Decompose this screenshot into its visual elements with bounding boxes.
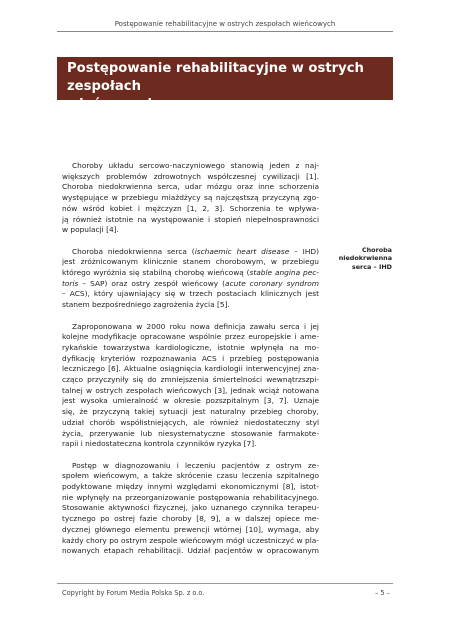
margin-note-line-1: Choroba (361, 246, 392, 254)
text-line: dycznej głównego elementu prewencji wtórnej [10], wymaga, aby (62, 524, 319, 534)
body-text-column (62, 161, 319, 568)
copyright-notice: Copyright by Forum Media Polska Sp. z o.o. (62, 589, 205, 597)
running-header: Postępowanie rehabilitacyjne w ostrych zespołach wieńcowych (114, 20, 336, 28)
text-line: cząco przyczyniły się do zmniejszenia śmiertelności wewnątrzszpi- (62, 375, 319, 385)
chapter-title (67, 60, 385, 114)
text-line: Choroby układu sercowo-naczyniowego stanowią jeden z naj- (72, 161, 319, 170)
footer-divider (57, 583, 393, 584)
text-line: życia, przerywanie lub niesystematyczne stosowanie farmakote- (62, 428, 319, 438)
text-line: którego wyróżnia się stabilną chorobę wieńcową (stable angina pec- (62, 268, 319, 278)
text-line: dyfikację kryteriów rozpoznawania ACS i przebieg postępowania (62, 353, 319, 363)
text-line: się, że przyczyną takiej sytuacji jest naturalny przebieg choroby, (62, 407, 319, 417)
text-line: kolejne modyfikacje opracowane wspólnie przez europejskie i ame- (62, 332, 319, 342)
text-line: większych problemów zdrowotnych współczesnej cywilizacji [1]. (62, 171, 319, 181)
text-line: nów wśród kobiet i mężczyzn [1, 2, 3]. Schorzenia te wpływa- (62, 203, 319, 213)
text-line: występujące w przebiegu miażdżycy są najczęstszą przyczyną zgo- (62, 193, 319, 203)
text-line: toris – SAP) oraz ostry zespół wieńcowy (acute coronary syndrom (62, 278, 319, 288)
text-line: tycznego po ostrej fazie choroby [8, 9], a w dalszej opiece me- (62, 514, 319, 524)
text-line: nowanych etapach rehabilitacji. Udział pacjentów w opracowanym (62, 546, 319, 556)
paragraph-3 (62, 322, 319, 450)
text-line: nie wpłynęły na przeorganizowanie postępowania rehabilitacyjnego. (62, 492, 319, 502)
text-line: ją również istotnie na występowanie i stopień niepełnosprawności (62, 214, 319, 224)
paragraph-1 (62, 161, 319, 236)
margin-note-line-3: serca – IHD (351, 262, 392, 271)
margin-note-line-2: niedokrwienna (338, 254, 392, 263)
header-divider (57, 31, 393, 32)
text-line: społem wieńcowym, a także skrócenie czasu leczenia szpitalnego (62, 471, 319, 481)
paragraph-4 (62, 461, 319, 557)
text-line: rapii i niedostateczna kontrola czynników ryzyka [7]. (62, 439, 257, 449)
text-line: udział chorób współistniejących, ale również niedostateczny styl (62, 417, 319, 427)
text-line: Choroba niedokrwienna serca (ischaemic heart disease – IHD) (72, 246, 319, 256)
chapter-title-line-1: Postępowanie rehabilitacyjne w ostrych zespołach (67, 61, 364, 94)
chapter-title-line-2: wieńcowych (67, 97, 157, 112)
text-line: każdy chory po ostrym zespole wieńcowym mógł uczestniczyć w pla- (62, 535, 319, 545)
text-line: – ACS), który ujawniający się w trzech postaciach klinicznych jest (62, 289, 319, 299)
text-line: Stosowanie aktywności fizycznej, jako uznanego czynnika terapeu- (62, 503, 319, 513)
text-line: talnej w ostrych zespołach wieńcowych [3], jednak wciąż notowana (62, 385, 319, 395)
paragraph-2 (62, 247, 319, 311)
text-line: jest zróżnicowanym klinicznie stanem chorobowym, w przebiegu (62, 257, 319, 267)
margin-note (329, 246, 392, 271)
text-line: jest wysoka umieralność w okresie pozszpitalnym [3, 7]. Uznaje (62, 396, 319, 406)
text-line: Choroba niedokrwienna serca, udar mózgu oraz inne schorzenia (62, 182, 319, 192)
chapter-title-banner (57, 57, 393, 112)
text-line: rykańskie towarzystwa kardiologiczne, istotnie wpłynęła na mo- (62, 342, 319, 352)
text-line: podyktowane między innymi względami ekonomicznymi [8], istot- (62, 482, 319, 492)
text-line: Postęp w diagnozowaniu i leczeniu pacjentów z ostrym ze- (72, 460, 319, 470)
page-number: – 5 – (375, 589, 390, 597)
text-line: w populacji [4]. (62, 225, 119, 235)
text-line: stanem bezpośredniego zagrożenia życia [5]. (62, 300, 230, 310)
text-line: leczniczego [6]. Aktualne osiągnięcia kardiologii interwencyjnej zna- (62, 364, 319, 374)
text-line: Zaproponowana w 2000 roku nowa definicja zawału serca i jej (72, 321, 319, 331)
